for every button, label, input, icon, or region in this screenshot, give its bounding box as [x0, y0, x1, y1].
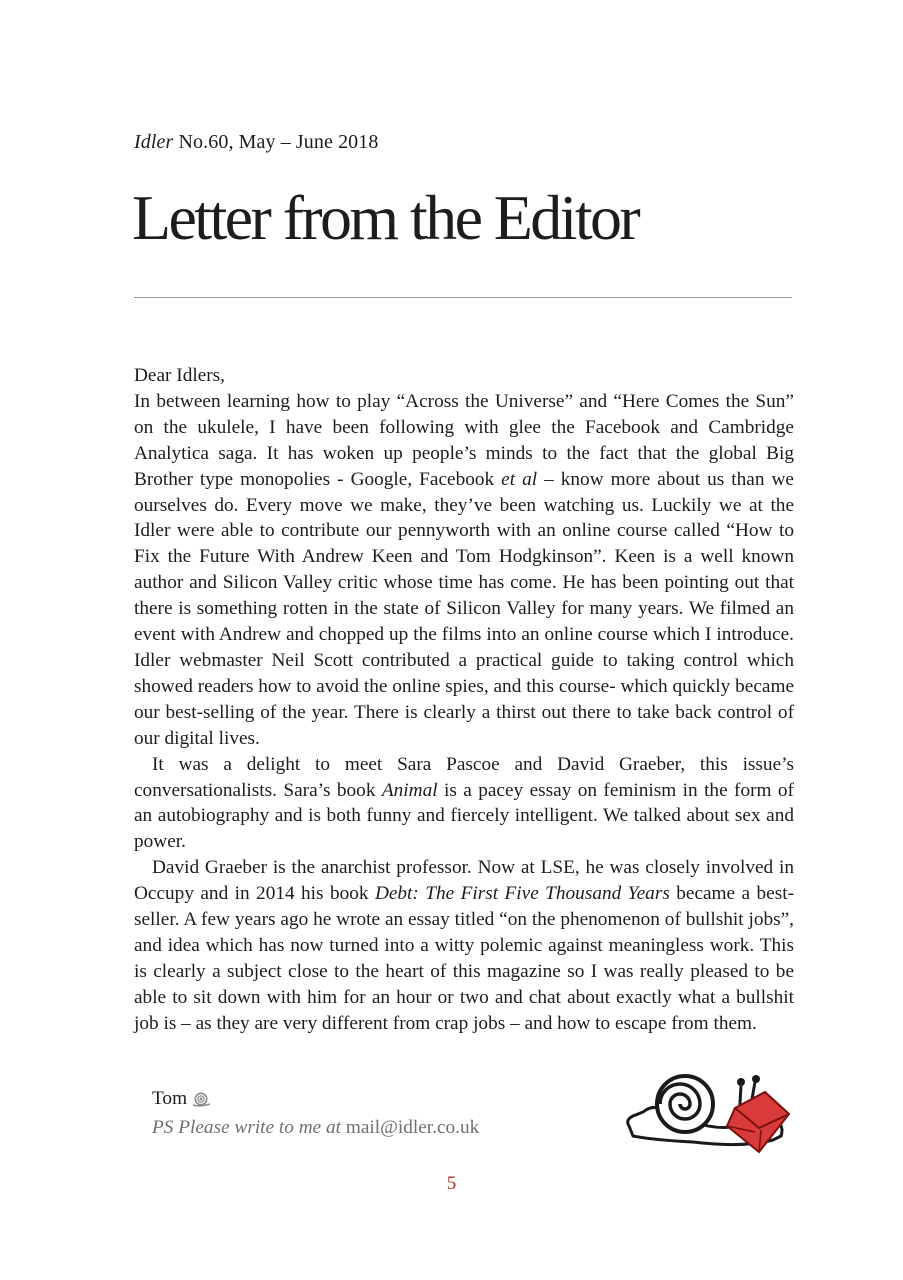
letter-body — [134, 363, 794, 1037]
paragraph-3-text: David Graeber is the anarchist professor. Now at LSE, he was closely involved in Occupy and in 2014 his book — [134, 857, 794, 905]
paragraph-3 — [134, 855, 794, 1036]
page-title: Letter from the Editor — [132, 182, 639, 253]
issue-info: No.60, May – June 2018 — [178, 131, 379, 153]
paragraph-1 — [134, 389, 794, 752]
paragraph-1-rest: – know more about us than we ourselves do. Every move we make, they’ve been watching us. Luckily we at the Idler were able to contribute our pennyworth with an online course called “How to Fix the Future With Andrew Keen and Tom Hodgkinson”. Keen is a well known author and Silicon Valley critic whose time has come. He has been pointing out that there is something rotten in the state of Silicon Valley for many years. We filmed an event with Andrew and chopped up the films into an online course which I introduce. Idler webmaster Neil Scott contributed a practical guide to taking control which showed readers how to avoid the online spies, and this course- which quickly became our best-selling of the year. There is clearly a thirst out there to take back control of our digital lives. — [134, 468, 794, 749]
signoff — [152, 1086, 479, 1141]
paragraph-2-text: It was a delight to meet Sara Pascoe and David Graeber, this issue’s conversationalists. Sara’s book — [134, 753, 794, 801]
snail-with-envelope-illustration — [623, 1062, 793, 1159]
magazine-name: Idler — [134, 131, 174, 153]
book-title-animal: Animal — [381, 779, 438, 801]
snail-icon — [191, 1089, 211, 1115]
ps-text: PS Please write to me at — [152, 1116, 342, 1138]
email-link[interactable]: mail@idler.co.uk — [345, 1116, 480, 1138]
issue-line — [134, 131, 378, 154]
salutation: Dear Idlers, — [134, 365, 226, 386]
paragraph-2 — [134, 752, 794, 856]
ps-line — [152, 1115, 479, 1141]
book-title-debt: Debt: The First Five Thousand Years — [374, 883, 670, 905]
paragraph-3-rest: became a best-seller. A few years ago he wrote an essay titled “on the phenomenon of bullshit jobs”, and idea which has now turned into a witty polemic against meaningless work. This is clearly a subject close to the heart of this magazine so I was really pleased to be able to sit down with him for an hour or two and chat about exactly what a bullshit job is – as they are very different from crap jobs – and how to escape from them. — [134, 883, 794, 1034]
paragraph-2-rest: is a pacey essay on feminism in the form of an autobiography and is both funny and fiercely intelligent. We talked about sex and power. — [134, 779, 794, 853]
signature-line — [152, 1086, 479, 1115]
divider — [134, 297, 792, 298]
paragraph-1-italic: et al — [501, 468, 538, 490]
paragraph-1-text: In between learning how to play “Across the Universe” and “Here Comes the Sun” on the ukulele, I have been following with glee the Facebook and Cambridge Analytica saga. It has woken up people’s minds to the fact that the global Big Brother type monopolies - Google, Facebook — [134, 390, 794, 490]
signature-name: Tom — [152, 1088, 188, 1109]
page-number: 5 — [446, 1173, 457, 1194]
